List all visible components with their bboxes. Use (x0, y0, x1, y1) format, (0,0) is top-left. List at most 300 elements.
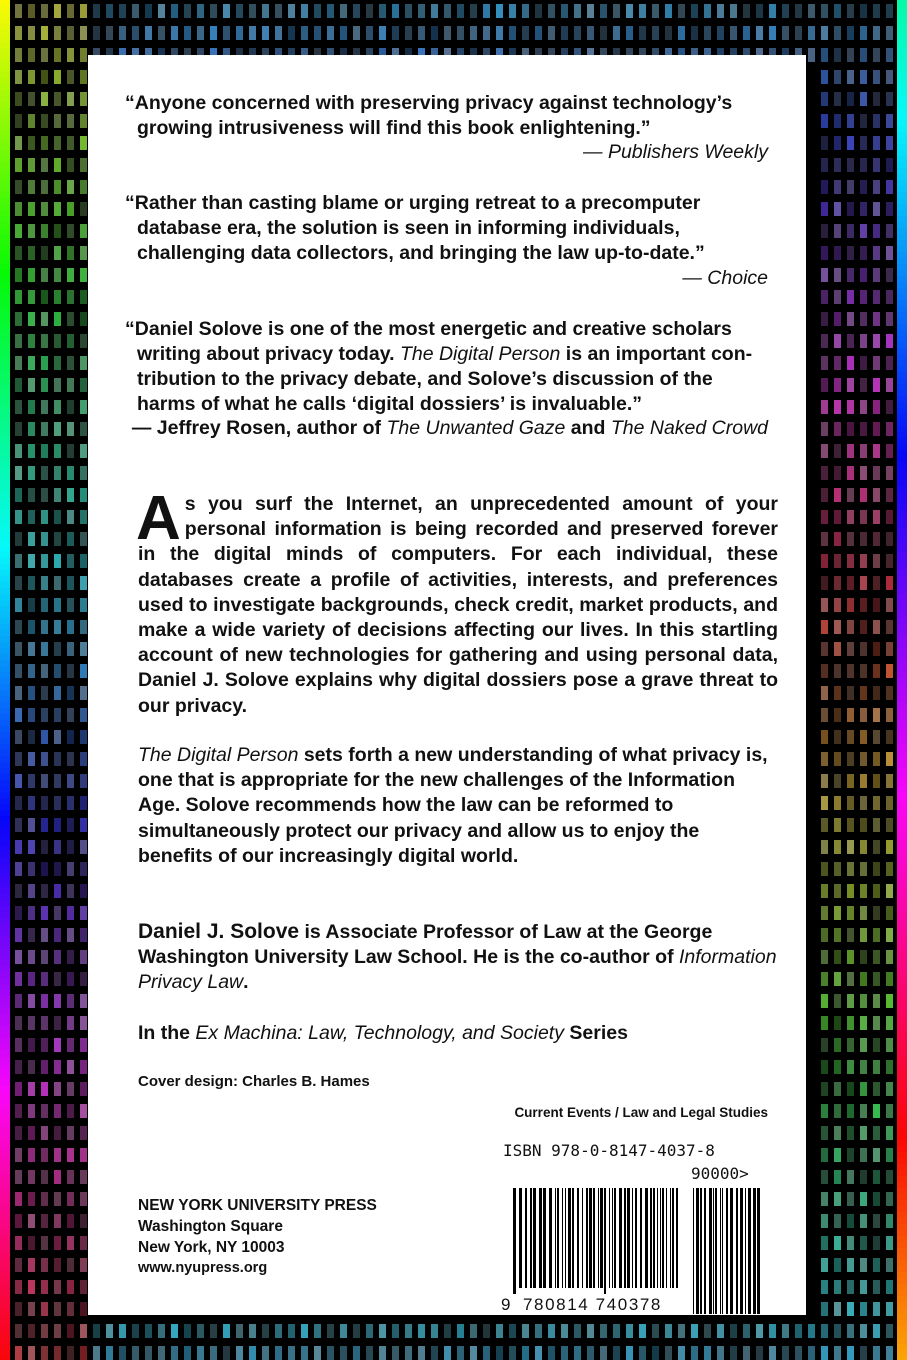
rainbow-strip-pixel (0, 1080, 10, 1086)
border-pixel (873, 642, 880, 656)
quote-line (125, 342, 795, 367)
border-pixel (665, 26, 672, 40)
border-pixel (821, 906, 828, 920)
border-pixel (821, 488, 828, 502)
barcode-addon-bar (704, 1188, 706, 1314)
border-pixel (80, 950, 87, 964)
border-pixel (67, 510, 74, 524)
border-pixel (119, 4, 126, 18)
border-pixel (54, 1280, 61, 1294)
rainbow-strip-pixel (897, 276, 907, 282)
border-pixel (80, 1170, 87, 1184)
border-pixel (691, 1346, 698, 1360)
border-pixel (873, 598, 880, 612)
rainbow-strip-pixel (897, 780, 907, 786)
border-pixel (652, 4, 659, 18)
border-pixel (873, 290, 880, 304)
border-pixel (886, 1346, 893, 1360)
border-pixel (54, 466, 61, 480)
border-pixel (41, 202, 48, 216)
border-pixel (652, 1324, 659, 1338)
rainbow-strip-pixel (0, 1296, 10, 1302)
border-pixel (665, 1324, 672, 1338)
border-pixel (28, 686, 35, 700)
border-pixel (15, 950, 22, 964)
border-pixel (249, 4, 256, 18)
border-pixel (821, 1280, 828, 1294)
border-pixel (80, 1082, 87, 1096)
border-pixel (28, 664, 35, 678)
border-pixel (847, 1170, 854, 1184)
border-pixel (873, 422, 880, 436)
border-pixel (886, 818, 893, 832)
border-pixel (223, 4, 230, 18)
border-pixel (158, 1324, 165, 1338)
border-pixel (28, 1038, 35, 1052)
border-pixel (834, 796, 841, 810)
rainbow-strip-pixel (897, 1194, 907, 1200)
border-pixel (886, 70, 893, 84)
rainbow-strip-pixel (0, 738, 10, 744)
border-pixel (301, 1324, 308, 1338)
border-pixel (860, 48, 867, 62)
rainbow-strip-pixel (897, 960, 907, 966)
barcode-bar (609, 1188, 610, 1288)
rainbow-strip-pixel (897, 1158, 907, 1164)
rainbow-strip-pixel (897, 1110, 907, 1116)
barcode-bar (624, 1188, 626, 1288)
border-pixel (886, 312, 893, 326)
border-pixel (28, 180, 35, 194)
rainbow-strip-pixel (897, 360, 907, 366)
border-pixel (54, 1214, 61, 1228)
rainbow-strip-pixel (897, 1188, 907, 1194)
border-pixel (561, 1324, 568, 1338)
rainbow-strip-pixel (0, 1092, 10, 1098)
border-pixel (821, 136, 828, 150)
border-pixel (80, 928, 87, 942)
rainbow-strip-pixel (0, 762, 10, 768)
rainbow-strip-pixel (897, 270, 907, 276)
border-pixel (54, 532, 61, 546)
barcode-bar (572, 1188, 574, 1288)
border-pixel (41, 268, 48, 282)
border-pixel (821, 950, 828, 964)
rainbow-strip-pixel (0, 1350, 10, 1356)
rainbow-strip-pixel (897, 1344, 907, 1350)
border-pixel (54, 1082, 61, 1096)
border-pixel (67, 356, 74, 370)
rainbow-strip-pixel (0, 1260, 10, 1266)
border-pixel (15, 730, 22, 744)
border-pixel (158, 26, 165, 40)
border-pixel (80, 796, 87, 810)
rainbow-strip-pixel (897, 1356, 907, 1360)
rainbow-strip-pixel (897, 744, 907, 750)
border-pixel (28, 1082, 35, 1096)
rainbow-strip-pixel (0, 720, 10, 726)
border-pixel (860, 1148, 867, 1162)
border-pixel (847, 906, 854, 920)
border-pixel (847, 246, 854, 260)
border-pixel (41, 862, 48, 876)
border-pixel (873, 994, 880, 1008)
border-pixel (80, 642, 87, 656)
rainbow-strip-pixel (897, 60, 907, 66)
border-pixel (834, 818, 841, 832)
rainbow-strip-pixel (897, 378, 907, 384)
border-pixel (886, 950, 893, 964)
border-pixel (80, 290, 87, 304)
border-pixel (41, 356, 48, 370)
border-pixel (418, 1346, 425, 1360)
rainbow-strip-pixel (897, 1062, 907, 1068)
rainbow-strip-pixel (897, 18, 907, 24)
rainbow-strip-pixel (897, 1332, 907, 1338)
rainbow-strip-pixel (0, 594, 10, 600)
border-pixel (54, 576, 61, 590)
border-pixel (67, 642, 74, 656)
border-pixel (67, 70, 74, 84)
barcode-bar (614, 1188, 616, 1288)
border-pixel (847, 1060, 854, 1074)
border-pixel (145, 1346, 152, 1360)
rainbow-strip-pixel (0, 1242, 10, 1248)
border-pixel (80, 708, 87, 722)
rainbow-strip-pixel (897, 1014, 907, 1020)
border-pixel (54, 752, 61, 766)
border-pixel (821, 774, 828, 788)
rainbow-strip-pixel (897, 1098, 907, 1104)
border-pixel (15, 444, 22, 458)
border-pixel (41, 840, 48, 854)
border-pixel (15, 1214, 22, 1228)
border-pixel (847, 642, 854, 656)
border-pixel (821, 202, 828, 216)
border-pixel (67, 972, 74, 986)
border-pixel (67, 1258, 74, 1272)
border-pixel (860, 268, 867, 282)
rainbow-strip-pixel (897, 102, 907, 108)
border-pixel (834, 246, 841, 260)
rainbow-strip-pixel (0, 342, 10, 348)
border-pixel (847, 1258, 854, 1272)
border-pixel (184, 1346, 191, 1360)
border-pixel (41, 92, 48, 106)
border-pixel (886, 906, 893, 920)
border-pixel (535, 26, 542, 40)
border-pixel (15, 1016, 22, 1030)
border-pixel (41, 730, 48, 744)
author-bio (138, 919, 778, 996)
border-pixel (41, 796, 48, 810)
rainbow-strip-pixel (0, 672, 10, 678)
rainbow-strip-pixel (0, 636, 10, 642)
rainbow-strip-pixel (0, 36, 10, 42)
rainbow-strip-pixel (897, 678, 907, 684)
rainbow-strip-pixel (897, 168, 907, 174)
border-pixel (821, 444, 828, 458)
rainbow-strip-pixel (0, 1308, 10, 1314)
rainbow-strip-pixel (0, 726, 10, 732)
border-pixel (197, 1346, 204, 1360)
rainbow-strip-pixel (0, 750, 10, 756)
rainbow-strip-pixel (0, 1050, 10, 1056)
rainbow-strip-pixel (0, 1338, 10, 1344)
border-pixel (886, 1214, 893, 1228)
border-pixel (821, 1324, 828, 1338)
rainbow-strip-pixel (897, 570, 907, 576)
border-pixel (15, 1126, 22, 1140)
rainbow-strip-pixel (897, 1038, 907, 1044)
rainbow-strip-pixel (0, 60, 10, 66)
border-pixel (54, 1346, 61, 1360)
border-pixel (886, 1148, 893, 1162)
border-pixel (847, 774, 854, 788)
rainbow-strip-pixel (0, 858, 10, 864)
border-pixel (847, 312, 854, 326)
border-pixel (80, 576, 87, 590)
border-pixel (834, 1082, 841, 1096)
border-pixel (366, 1346, 373, 1360)
rainbow-strip-pixel (0, 426, 10, 432)
border-pixel (860, 1126, 867, 1140)
border-pixel (379, 1346, 386, 1360)
border-pixel (67, 796, 74, 810)
rainbow-strip-pixel (897, 1146, 907, 1152)
border-pixel (41, 642, 48, 656)
rainbow-strip-pixel (897, 414, 907, 420)
border-pixel (847, 92, 854, 106)
rainbow-strip-pixel (897, 918, 907, 924)
border-pixel (860, 4, 867, 18)
rainbow-strip-pixel (897, 906, 907, 912)
border-pixel (860, 1346, 867, 1360)
border-pixel (704, 1346, 711, 1360)
border-pixel (15, 554, 22, 568)
border-pixel (821, 1148, 828, 1162)
rainbow-strip-pixel (897, 78, 907, 84)
border-pixel (847, 972, 854, 986)
border-pixel (704, 26, 711, 40)
rainbow-strip-pixel (0, 132, 10, 138)
description-paragraph-2 (138, 743, 778, 869)
series-line (138, 1021, 778, 1046)
border-pixel (782, 26, 789, 40)
border-pixel (821, 884, 828, 898)
border-pixel (262, 26, 269, 40)
border-pixel (444, 4, 451, 18)
border-pixel (41, 136, 48, 150)
border-pixel (821, 1082, 828, 1096)
rainbow-strip-pixel (0, 510, 10, 516)
border-pixel (873, 620, 880, 634)
border-pixel (54, 642, 61, 656)
book-title: The Digital Person (138, 744, 299, 766)
rainbow-strip-pixel (0, 288, 10, 294)
border-pixel (834, 708, 841, 722)
border-pixel (41, 620, 48, 634)
rainbow-strip-pixel (897, 654, 907, 660)
border-pixel (873, 92, 880, 106)
border-pixel (847, 1324, 854, 1338)
rainbow-strip-pixel (897, 882, 907, 888)
rainbow-strip-pixel (0, 924, 10, 930)
rainbow-strip-pixel (0, 1164, 10, 1170)
border-pixel (15, 884, 22, 898)
rainbow-strip-pixel (0, 1326, 10, 1332)
border-pixel (847, 70, 854, 84)
border-pixel (340, 1324, 347, 1338)
border-pixel (860, 1214, 867, 1228)
border-pixel (860, 180, 867, 194)
rainbow-strip-pixel (897, 576, 907, 582)
rainbow-strip-pixel (897, 1074, 907, 1080)
rainbow-strip-pixel (0, 396, 10, 402)
border-pixel (665, 4, 672, 18)
border-pixel (535, 1346, 542, 1360)
rainbow-strip-pixel (0, 786, 10, 792)
border-pixel (28, 202, 35, 216)
border-pixel (873, 1192, 880, 1206)
border-pixel (41, 1126, 48, 1140)
rainbow-strip-pixel (897, 1044, 907, 1050)
border-pixel (834, 994, 841, 1008)
border-pixel (756, 1346, 763, 1360)
border-pixel (54, 554, 61, 568)
border-pixel (886, 774, 893, 788)
rainbow-strip-pixel (897, 1302, 907, 1308)
border-pixel (821, 1060, 828, 1074)
border-pixel (41, 950, 48, 964)
rainbow-strip-pixel (897, 720, 907, 726)
rainbow-strip-pixel (897, 1008, 907, 1014)
border-pixel (847, 796, 854, 810)
border-pixel (821, 268, 828, 282)
rainbow-strip-pixel (0, 906, 10, 912)
border-pixel (509, 26, 516, 40)
rainbow-strip-pixel (897, 156, 907, 162)
drop-cap: A (136, 484, 181, 553)
border-pixel (860, 972, 867, 986)
rainbow-strip-pixel (897, 630, 907, 636)
border-pixel (15, 114, 22, 128)
border-pixel (54, 1236, 61, 1250)
rainbow-strip-pixel (0, 792, 10, 798)
border-pixel (15, 1302, 22, 1316)
border-pixel (743, 4, 750, 18)
border-pixel (743, 1324, 750, 1338)
border-pixel (834, 664, 841, 678)
rainbow-strip-pixel (0, 978, 10, 984)
border-pixel (860, 224, 867, 238)
border-pixel (886, 1192, 893, 1206)
border-pixel (886, 1236, 893, 1250)
border-pixel (639, 1324, 646, 1338)
rainbow-strip-pixel (0, 1140, 10, 1146)
rainbow-strip-pixel (0, 954, 10, 960)
border-pixel (678, 1324, 685, 1338)
border-pixel (717, 26, 724, 40)
book-title: The Digital Person (399, 343, 561, 365)
rainbow-strip-pixel (0, 1230, 10, 1236)
border-pixel (873, 1258, 880, 1272)
border-pixel (834, 510, 841, 524)
border-pixel (821, 1346, 828, 1360)
border-pixel (41, 1280, 48, 1294)
border-pixel (67, 532, 74, 546)
border-pixel (223, 1324, 230, 1338)
rainbow-strip-pixel (0, 72, 10, 78)
rainbow-strip-pixel (0, 684, 10, 690)
border-pixel (574, 1346, 581, 1360)
border-pixel (821, 400, 828, 414)
border-pixel (54, 862, 61, 876)
border-pixel (184, 26, 191, 40)
border-pixel (132, 1324, 139, 1338)
border-pixel (730, 26, 737, 40)
border-pixel (847, 686, 854, 700)
barcode-bar (568, 1188, 571, 1288)
border-pixel (28, 1016, 35, 1030)
isbn-barcode (501, 1140, 771, 1320)
border-pixel (860, 818, 867, 832)
border-pixel (886, 994, 893, 1008)
barcode-bar (645, 1188, 648, 1288)
border-pixel (847, 928, 854, 942)
rainbow-strip-pixel (0, 966, 10, 972)
border-pixel (80, 620, 87, 634)
border-pixel (873, 1104, 880, 1118)
border-pixel (28, 158, 35, 172)
border-pixel (67, 466, 74, 480)
border-pixel (769, 26, 776, 40)
border-pixel (80, 136, 87, 150)
border-pixel (15, 312, 22, 326)
series-title: Ex Machina: Law, Technology, and Society (195, 1022, 564, 1044)
border-pixel (80, 114, 87, 128)
border-pixel (15, 466, 22, 480)
border-pixel (379, 4, 386, 18)
attribution-text: — Jeffrey Rosen, author of (131, 417, 387, 439)
border-pixel (15, 246, 22, 260)
rainbow-strip-pixel (897, 84, 907, 90)
border-pixel (15, 1346, 22, 1360)
rainbow-strip-pixel (897, 1338, 907, 1344)
border-pixel (353, 26, 360, 40)
border-pixel (80, 48, 87, 62)
border-pixel (15, 400, 22, 414)
border-pixel (860, 686, 867, 700)
border-pixel (834, 224, 841, 238)
rainbow-strip-pixel (0, 1218, 10, 1224)
border-pixel (80, 422, 87, 436)
border-pixel (834, 576, 841, 590)
rainbow-strip-pixel (0, 144, 10, 150)
rainbow-strip-pixel (0, 864, 10, 870)
border-pixel (340, 26, 347, 40)
border-pixel (821, 422, 828, 436)
rainbow-strip-pixel (0, 90, 10, 96)
rainbow-strip-pixel (0, 942, 10, 948)
rainbow-strip-pixel (897, 1122, 907, 1128)
border-pixel (535, 4, 542, 18)
barcode-bar (577, 1188, 579, 1288)
border-pixel (873, 224, 880, 238)
border-pixel (327, 4, 334, 18)
border-pixel (119, 1346, 126, 1360)
border-pixel (860, 312, 867, 326)
